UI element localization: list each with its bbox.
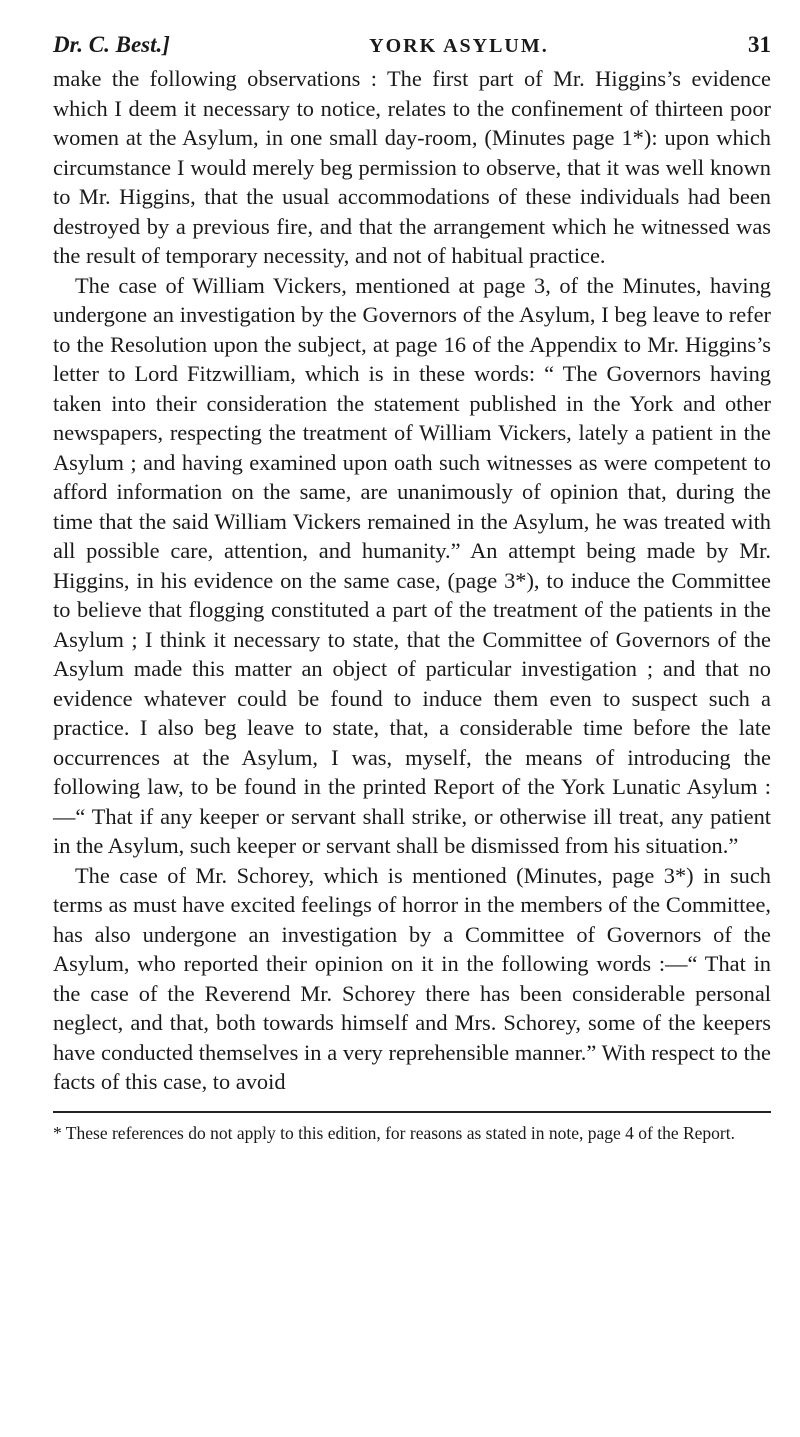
footnote: * These references do not apply to this edition, for reasons as stated in note, page 4 of the Report. [53, 1122, 735, 1143]
footnote-divider [53, 1111, 771, 1113]
running-head-title: YORK ASYLUM. [369, 35, 549, 57]
paragraph: The case of Mr. Schorey, which is mentioned (Minutes, page 3*) in such terms as must have excited feelings of horror in the members of the Committee, has also undergone an investigation by a Committee of Governors of the Asylum, who reported their opinion on it in the following words :—“ That in the case of the Reverend Mr. Schorey there has been considerable personal neglect, and that, both towards himself and Mrs. Schorey, some of the keepers have conducted themselves in a very reprehensible manner.” With respect to the facts of this case, to avoid [53, 862, 771, 1094]
running-head-author: Dr. C. Best.] [53, 32, 170, 57]
paragraph: make the following observations : The first part of Mr. Higgins’s evidence which I deem it necessary to notice, relates to the confinement of thirteen poor women at the Asylum, in one small day-room, (Minutes page 1*): upon which circumstance I would merely beg permission to observe, that it was well known to Mr. Higgins, that the usual accommodations of these individuals had been destroyed by a previous fire, and that the arrangement which he witnessed was the result of temporary necessity, and not of habitual practice. [53, 66, 771, 268]
book-page [53, 30, 771, 1144]
running-head [53, 30, 771, 62]
page-number: 31 [747, 32, 771, 57]
body-text [53, 64, 771, 1097]
paragraph: The case of William Vickers, mentioned at page 3, of the Minutes, having undergone an investigation by the Governors of the Asylum, I beg leave to refer to the Resolution upon the subject, at page 16 of the Appendix to Mr. Higgins’s letter to Lord Fitzwilliam, which is in these words: “ The Governors having taken into their consideration the statement published in the York and other newspapers, respecting the treatment of William Vickers, lately a patient in the Asylum ; and having examined upon oath such witnesses as were competent to afford information on the same, are unanimously of opinion that, during the time that the said William Vickers remained in the Asylum, he was treated with all possible care, attention, and humanity.” An attempt being made by Mr. Higgins, in his evidence on the same case, (page 3*), to induce the Committee to believe that flogging constituted a part of the treatment of the patients in the Asylum ; I think it necessary to state, that the Committee of Governors of the Asylum made this matter an object of particular investigation ; and that no evidence whatever could be found to induce them even to suspect such a practice. I also beg leave to state, that, a considerable time before the late occurrences at the Asylum, I was, myself, the means of introducing the following law, to be found in the printed Report of the York Lunatic Asylum :—“ That if any keeper or servant shall strike, or otherwise ill treat, any patient in the Asylum, such keeper or servant shall be dismissed from his situation.” [53, 272, 771, 858]
